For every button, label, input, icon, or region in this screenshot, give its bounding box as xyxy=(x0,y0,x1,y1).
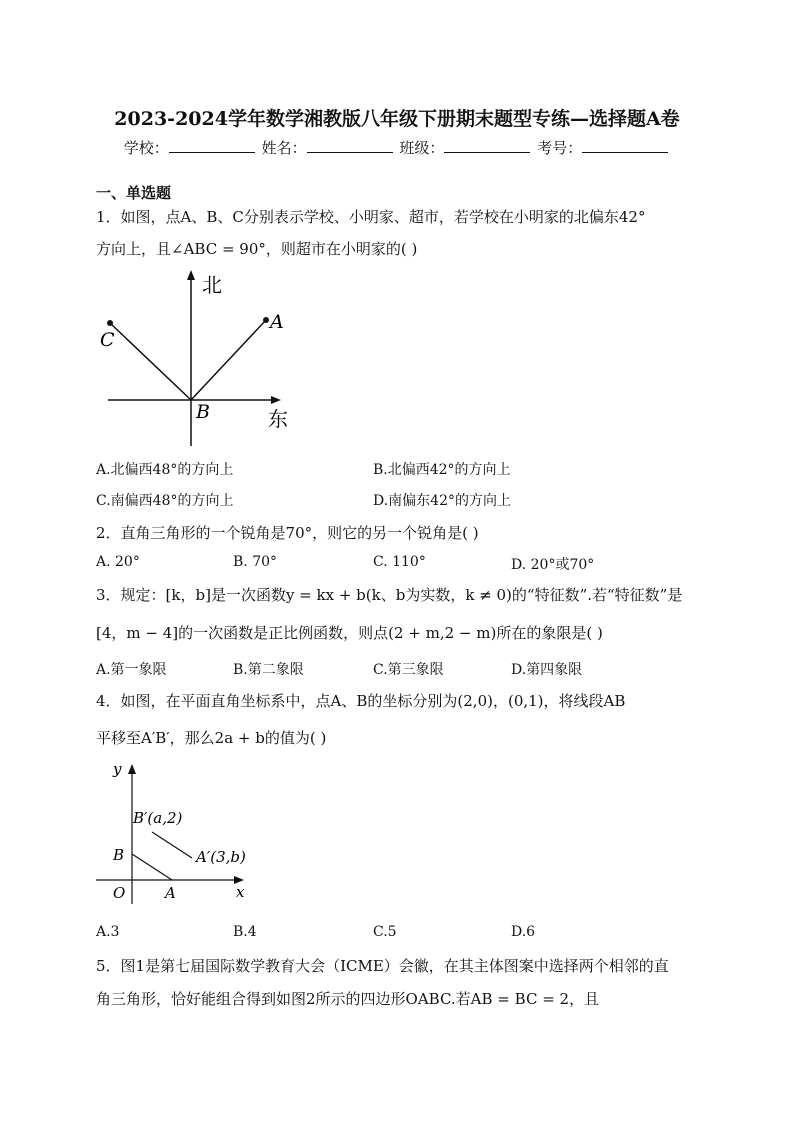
east-label: 东 xyxy=(268,407,288,431)
number-label: 考号： xyxy=(537,139,583,157)
school-label: 学校： xyxy=(123,139,169,157)
north-arrow-icon xyxy=(187,270,195,280)
q5-text-line1: 5．图1是第七届国际数学教育大会（ICME）会徽，在其主体图案中选择两个相邻的直 xyxy=(96,957,669,975)
q2-option-a[interactable]: A. 20° xyxy=(96,554,140,570)
north-label: 北 xyxy=(202,273,222,297)
q2-option-d[interactable]: D. 20°或70° xyxy=(511,557,595,573)
q3-option-c[interactable]: C.第三象限 xyxy=(373,662,444,678)
q3-option-a[interactable]: A.第一象限 xyxy=(96,662,167,678)
label-x: x xyxy=(236,883,245,901)
label-c: C xyxy=(100,329,115,351)
section-heading: 一、单选题 xyxy=(96,184,172,202)
q3-text-line2: [4，m − 4]的一次函数是正比例函数，则点(2 + m,2 − m)所在的象限是( ) xyxy=(96,624,603,642)
q2-option-b[interactable]: B. 70° xyxy=(233,554,278,570)
class-label: 班级： xyxy=(399,139,445,157)
q3-option-d[interactable]: D.第四象限 xyxy=(511,662,583,678)
label-a: A xyxy=(270,311,284,333)
label-o: O xyxy=(113,884,126,902)
q3-option-b[interactable]: B.第二象限 xyxy=(233,662,304,678)
segment-apbp xyxy=(152,832,192,858)
student-info-row xyxy=(0,137,794,158)
q4-text-line2: 平移至A′B′，那么2a + b的值为( ) xyxy=(96,729,327,747)
label-a: A xyxy=(165,884,176,902)
school-blank[interactable] xyxy=(169,138,255,153)
label-b: B xyxy=(113,846,125,864)
label-y: y xyxy=(113,760,122,778)
label-b: B xyxy=(196,401,210,423)
name-label: 姓名： xyxy=(261,139,307,157)
q4-figure xyxy=(96,756,266,912)
ray-ba xyxy=(191,320,266,400)
q4-option-c[interactable]: C.5 xyxy=(373,924,397,940)
y-arrow-icon xyxy=(128,764,136,774)
q1-figure xyxy=(96,268,306,450)
label-a-prime: A′(3,b) xyxy=(196,848,246,866)
q1-text-line1: 1．如图，点A、B、C分别表示学校、小明家、超市，若学校在小明家的北偏东42° xyxy=(96,208,646,226)
class-blank[interactable] xyxy=(444,138,530,153)
point-a xyxy=(263,317,269,323)
point-c xyxy=(107,320,113,326)
q1-text-line2: 方向上，且∠ABC = 90°，则超市在小明家的( ) xyxy=(96,240,418,258)
east-arrow-icon xyxy=(271,396,281,404)
q1-option-a[interactable]: A.北偏西48°的方向上 xyxy=(96,462,234,478)
q1-option-d[interactable]: D.南偏东42°的方向上 xyxy=(373,493,511,509)
q4-option-b[interactable]: B.4 xyxy=(233,924,257,940)
q3-text-line1: 3．规定：[k，b]是一次函数y = kx + b(k、b为实数，k ≠ 0)的“特征数”.若“特征数”是 xyxy=(96,586,683,604)
q2-option-c[interactable]: C. 110° xyxy=(373,554,426,570)
q4-option-d[interactable]: D.6 xyxy=(511,924,536,940)
q1-option-c[interactable]: C.南偏西48°的方向上 xyxy=(96,493,234,509)
q5-text-line2: 角三角形，恰好能组合得到如图2所示的四边形OABC.若AB = BC = 2，且 xyxy=(96,990,600,1008)
q2-text-line1: 2．直角三角形的一个锐角是70°，则它的另一个锐角是( ) xyxy=(96,524,479,542)
q1-option-b[interactable]: B.北偏西42°的方向上 xyxy=(373,462,511,478)
name-blank[interactable] xyxy=(307,138,393,153)
q4-text-line1: 4．如图，在平面直角坐标系中，点A、B的坐标分别为(2,0)，(0,1)，将线段AB xyxy=(96,692,626,710)
q4-option-a[interactable]: A.3 xyxy=(96,924,120,940)
page-title: 2023-2024学年数学湘教版八年级下册期末题型专练—选择题A卷 xyxy=(114,108,680,130)
label-b-prime: B′(a,2) xyxy=(133,809,183,827)
ray-bc xyxy=(110,323,191,400)
number-blank[interactable] xyxy=(582,138,668,153)
segment-ab xyxy=(132,854,172,880)
